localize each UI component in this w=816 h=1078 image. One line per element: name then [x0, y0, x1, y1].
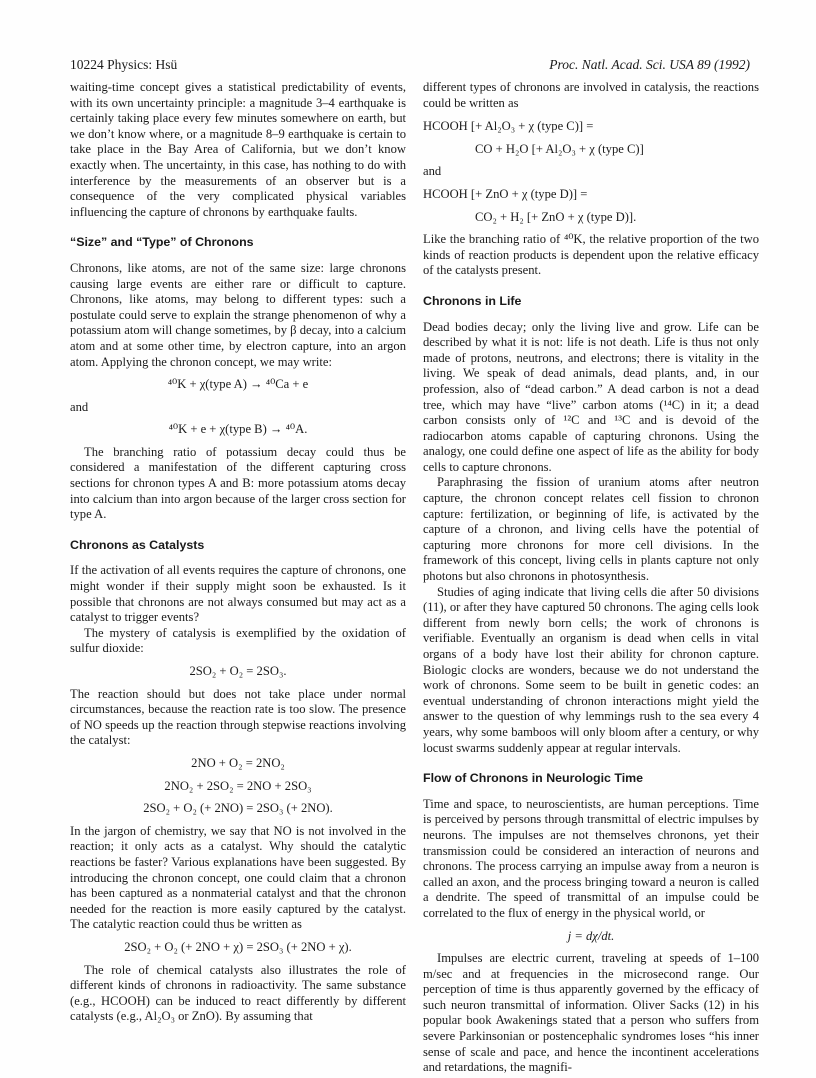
left-column [70, 80, 406, 1025]
connector-and: and [423, 164, 442, 179]
paragraph: Paraphrasing the fission of uranium atoms after neutron capture, the chronon concept relates cell fission to chronon capture: fertilization, or beginning of life, is activated by the capture of a chronon, and living cells have the potential of capturing more chronons for more cell divisions. In the framework of this concept, living cells in plants capture not only photons but also chronons in photosynthesis. [423, 475, 759, 584]
running-header-left: 10224 Physics: Hsü [70, 57, 178, 72]
equation-formic-acid-alumina: HCOOH [+ Al₂O₃ + χ (type C)] = [423, 119, 594, 134]
paragraph: The branching ratio of potassium decay could thus be considered a manifestation of the different capturing cross sections for chronon types A and B: more potassium atoms decay into calcium than into argon because of the larger cross section for type A. [70, 444, 406, 522]
equation-potassium-argon: ⁴⁰K + e + χ(type B) → ⁴⁰A. [168, 422, 308, 437]
connector-and: and [70, 399, 89, 414]
section-heading-life: Chronons in Life [423, 293, 522, 308]
paragraph: The mystery of catalysis is exemplified by the oxidation of sulfur dioxide: [70, 625, 406, 656]
paragraph: If the activation of all events requires the capture of chronons, one might wonder if their supply might soon be exhausted. Is it possible that chronons are not always consumed but may act as a catalyst to trigger events? [70, 563, 406, 625]
section-heading-catalysts: Chronons as Catalysts [70, 537, 205, 552]
paragraph: Impulses are electric current, traveling at speeds of 1–100 m/sec and at frequencies in the microsecond range. Our perception of time is thus apparently governed by the efficacy of such neuron transmittal of information. Oliver Sacks (12) in his popular book Awakenings stated that a person who suffers from severe Parkinsonian or postencephalic syndromes loses “his inner sense of scale and pace, and hence the incontinent accelerations and retardations, the magnifi- [423, 951, 759, 1075]
running-header-journal: Proc. Natl. Acad. Sci. USA 89 (1992) [549, 57, 750, 72]
paragraph: Studies of aging indicate that living cells die after 50 divisions (11), or after they have captured 50 chronons. The aging cells look different from newly born cells; the work of chronons is verifiable. Eventually an organism is dead when cells in vital organs of a body have lost their ability for chronon capture. Biologic clocks are wonders, because we do not understand the work of chronons. Some seem to be built in genetic codes: an eventual understanding of chronon interactions might yield the answer to the question of why lemmings rush to the sea every 4 years, why some bamboos will only bloom after a century, or why locust swarms suddenly appear at regular intervals. [423, 584, 759, 755]
equation-sulfur-oxidation: 2SO₂ + O₂ = 2SO₃. [189, 664, 287, 678]
equation-chronon-catalysis: 2SO₂ + O₂ (+ 2NO + χ) = 2SO₃ (+ 2NO + χ). [124, 939, 352, 954]
equation-potassium-calcium: ⁴⁰K + χ(type A) → ⁴⁰Ca + e [167, 377, 309, 392]
section-heading-neurologic-time: Flow of Chronons in Neurologic Time [423, 771, 644, 786]
equation-formic-acid-zinc-oxide: HCOOH [+ ZnO + χ (type D)] = [423, 186, 588, 201]
paragraph: The reaction should but does not take place under normal circumstances, because the reaction rate is too slow. The presence of NO speeds up the reaction through stepwise reactions involving the catalyst: [70, 686, 406, 748]
paragraph: The role of chemical catalysts also illustrates the role of different kinds of chronons in radioactivity. The same substance (e.g., HCOOH) can be induced to react differently by different catalysts (e.g., Al₂O₃ or ZnO). By assuming that [70, 962, 406, 1024]
paragraph: waiting-time concept gives a statistical predictability of events, with its own uncertainty principle: a magnitude 3–4 earthquake is certainly taking place every few minutes somewhere on earth, but we don’t know where, or a magnitude 8–9 earthquake is certain to take place in the Bay Area of California, but we don’t know exactly when. The uncertainty, in this case, has nothing to do with interference by the measurements of an observer but is a consequence of the very complicated physical variables influencing the capture of chronons by earthquake faults. [70, 80, 406, 219]
paragraph: Like the branching ratio of ⁴⁰K, the relative proportion of the two kinds of reaction products is dependent upon the relative efficacy of the catalysts present. [423, 232, 759, 278]
paragraph: Chronons, like atoms, are not of the same size: large chronons causing large events are either rare or difficult to capture. Chronons, like atoms, may belong to different types: such a postulate could serve to explain the strange phenomenon of why a potassium atom will change sometimes, by β decay, into a calcium atom and at some other time, by electron capture, into an argon atom. Applying the chronon concept, we may write: [70, 260, 406, 369]
paragraph: In the jargon of chemistry, we say that NO is not involved in the reaction; it only acts as a catalyst. Why should the catalytic reactions be faster? Various explanations have been suggested. By introducing the chronon concept, one could claim that a chronon has been captured as a nonmaterial catalyst and that the chronon needed for the reaction is more easily captured by the catalyst. The catalytic reaction could thus be written as [70, 823, 406, 932]
equation-no-oxidation: 2NO + O₂ = 2NO₂ [191, 755, 285, 770]
equation-stepwise: 2NO₂ + 2SO₂ = 2NO + 2SO₃ [164, 778, 312, 793]
equation-catalyzed: 2SO₂ + O₂ (+ 2NO) = 2SO₃ (+ 2NO). [143, 801, 333, 816]
paragraph: Time and space, to neuroscientists, are human perceptions. Time is perceived by persons through transmittal of electric impulses by neurons. The impulses are not themselves chronons, yet their transmission could be considered an interaction of neurons and chronons. The process carrying an impulse away from a neuron is called an axon, and the process bringing toward a neuron is called a dendrite. The speed of transmittal of an impulse could be correlated to the flux of energy in the physical world, or [423, 796, 759, 920]
equation-formic-acid-zinc-oxide-products: CO₂ + H₂ [+ ZnO + χ (type D)]. [475, 209, 637, 224]
equation-flux: j = dχ/dt. [567, 928, 615, 943]
section-heading-size-type: “Size” and “Type” of Chronons [70, 235, 254, 250]
paragraph: Dead bodies decay; only the living live and grow. Life can be described by what it is not: life is not death. Life is thus not only made of protons, neutrons, and electrons; there is vitality in the living. We speak of dead animals, dead plants, and, in our profession, also of “dead carbon.” A dead carbon is not a dead tree, which may have “live” carbon atoms (¹⁴C) in it; a dead carbon consists only of ¹²C and ¹³C and is devoid of the radiocarbon atoms capable of capturing chronons. Using the analogy, one could define one aspect of life as the ability for body cells to capture chronons. [423, 319, 759, 474]
equation-formic-acid-alumina-products: CO + H₂O [+ Al₂O₃ + χ (type C)] [475, 141, 644, 156]
paragraph: different types of chronons are involved in catalysis, the reactions could be written as [423, 80, 759, 110]
right-column [423, 80, 759, 1076]
